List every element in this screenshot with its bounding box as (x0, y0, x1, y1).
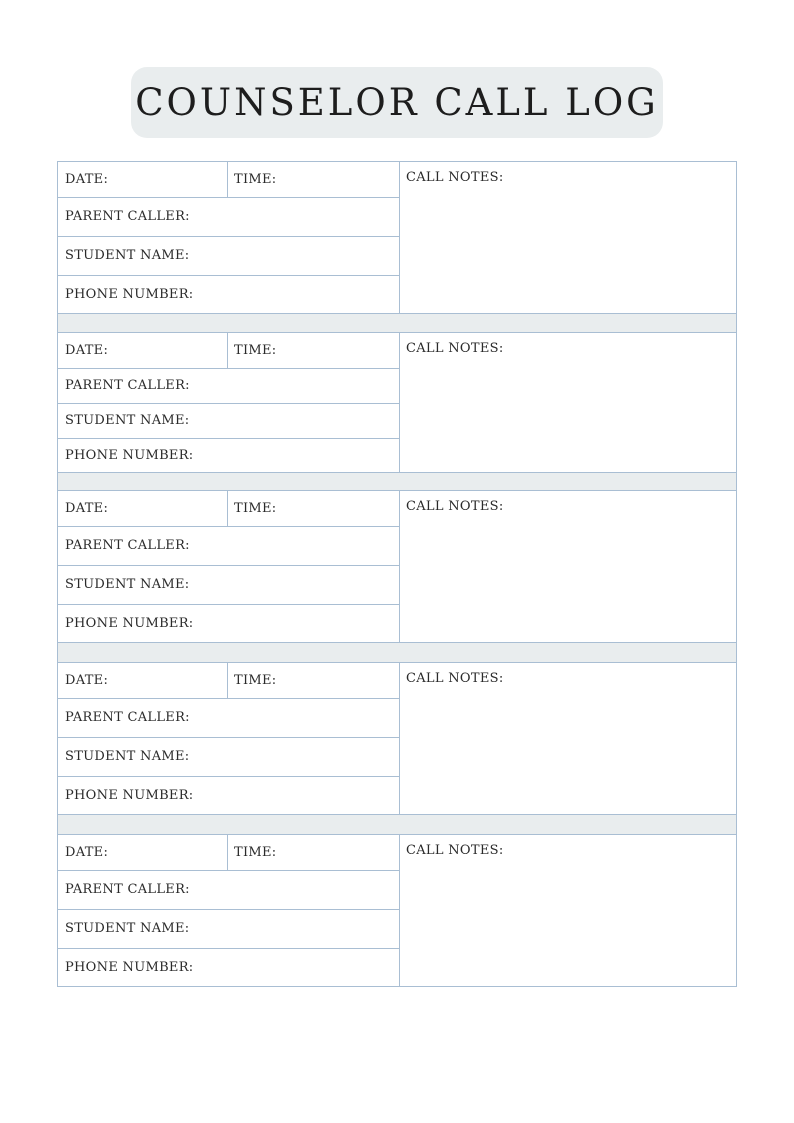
call-notes-label: CALL NOTES: (406, 499, 504, 514)
call-log-table (57, 161, 737, 987)
phone-number-field[interactable]: PHONE NUMBER: (65, 959, 194, 975)
call-notes-label: CALL NOTES: (406, 170, 504, 185)
date-time-divider (227, 835, 228, 870)
time-field[interactable]: TIME: (234, 343, 277, 358)
parent-caller-field[interactable]: PARENT CALLER: (65, 710, 190, 725)
date-field[interactable]: DATE: (65, 501, 109, 516)
entry-separator (58, 472, 736, 491)
phone-number-field[interactable]: PHONE NUMBER: (65, 615, 194, 631)
call-entry (58, 333, 736, 472)
phone-number-field[interactable]: PHONE NUMBER: (65, 447, 194, 463)
student-name-field[interactable]: STUDENT NAME: (65, 413, 190, 428)
date-time-divider (227, 333, 228, 368)
entry-separator (58, 642, 736, 663)
student-name-field[interactable]: STUDENT NAME: (65, 749, 190, 764)
call-entry (58, 162, 736, 313)
parent-caller-field[interactable]: PARENT CALLER: (65, 882, 190, 897)
entry-separator (58, 313, 736, 333)
student-name-field[interactable]: STUDENT NAME: (65, 577, 190, 592)
time-field[interactable]: TIME: (234, 673, 277, 688)
parent-caller-field[interactable]: PARENT CALLER: (65, 378, 190, 393)
call-notes-label: CALL NOTES: (406, 843, 504, 858)
date-time-divider (227, 491, 228, 526)
date-field[interactable]: DATE: (65, 172, 109, 187)
parent-caller-field[interactable]: PARENT CALLER: (65, 209, 190, 224)
call-entry (58, 663, 736, 814)
call-entry (58, 491, 736, 642)
phone-number-field[interactable]: PHONE NUMBER: (65, 787, 194, 803)
parent-caller-field[interactable]: PARENT CALLER: (65, 538, 190, 553)
entry-separator (58, 814, 736, 835)
time-field[interactable]: TIME: (234, 501, 277, 516)
date-time-divider (227, 162, 228, 197)
date-time-divider (227, 663, 228, 698)
time-field[interactable]: TIME: (234, 845, 277, 860)
call-entry (58, 835, 736, 986)
call-notes-label: CALL NOTES: (406, 671, 504, 686)
student-name-field[interactable]: STUDENT NAME: (65, 921, 190, 936)
time-field[interactable]: TIME: (234, 172, 277, 187)
date-field[interactable]: DATE: (65, 343, 109, 358)
phone-number-field[interactable]: PHONE NUMBER: (65, 286, 194, 302)
date-field[interactable]: DATE: (65, 673, 109, 688)
page-title: COUNSELOR CALL LOG (135, 81, 659, 124)
title-banner (131, 67, 663, 138)
student-name-field[interactable]: STUDENT NAME: (65, 248, 190, 263)
call-notes-label: CALL NOTES: (406, 341, 504, 356)
date-field[interactable]: DATE: (65, 845, 109, 860)
